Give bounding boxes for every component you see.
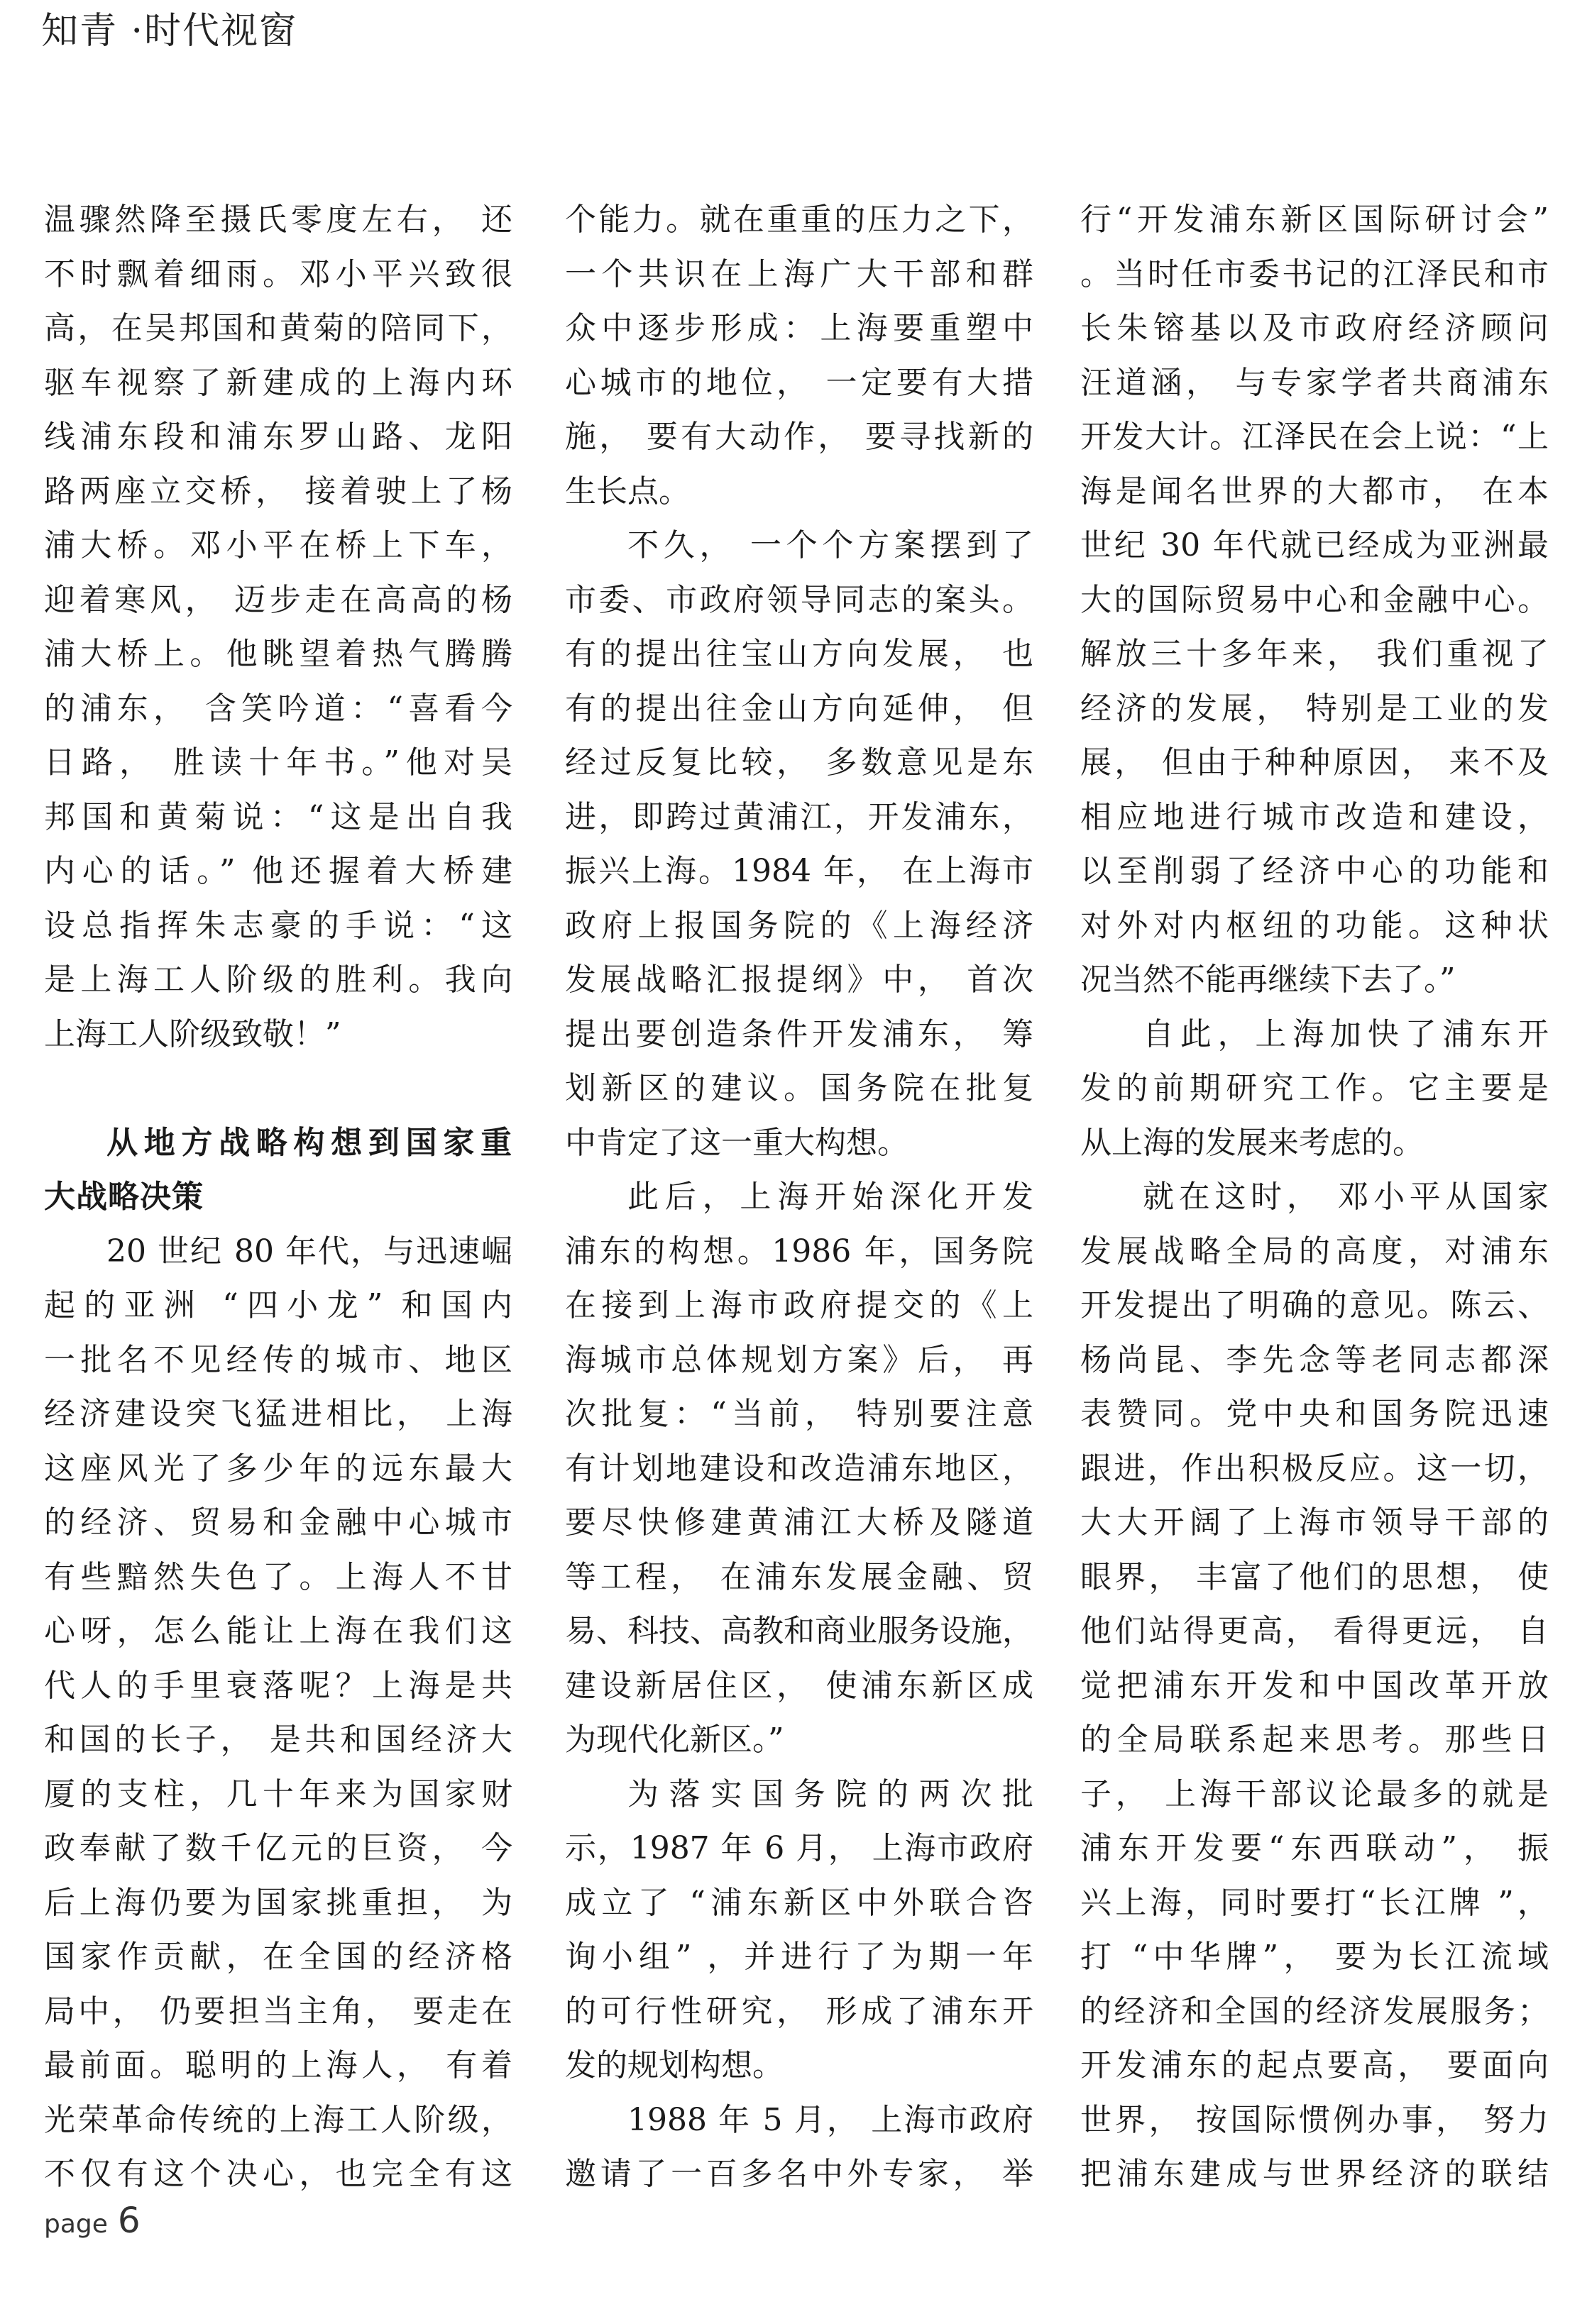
text-line: 子， 上海干部议论最多的就是	[1080, 1775, 1549, 1812]
magazine-header: 知青 ·时代视窗	[41, 10, 298, 53]
text-line: 线浦东段和浦东罗山路、龙阳	[44, 419, 512, 455]
text-line: 浦东的构想。1986 年，国务院	[565, 1233, 1033, 1270]
text-column-2	[565, 193, 1033, 2202]
text-line: 有的提出往金山方向延伸， 但	[565, 690, 1033, 727]
text-line: 此后，上海开始深化开发	[627, 1179, 1033, 1215]
text-line: 对外对内枢纽的功能。这种状	[1080, 907, 1549, 944]
text-line: 开发浦东的起点要高， 要面向	[1080, 2047, 1549, 2083]
text-line: 自此，上海加快了浦东开	[1143, 1015, 1549, 1052]
text-line: 他们站得更高， 看得更远， 自	[1080, 1613, 1549, 1649]
text-line: 易、科技、高教和商业服务设施，	[565, 1613, 1033, 1649]
text-line: 一个共识在上海广大干部和群	[565, 255, 1033, 292]
text-line: 国家作贡献，在全国的经济格	[44, 1939, 512, 1975]
text-line: 询小组” ，并进行了为期一年	[565, 1939, 1033, 1975]
text-line: 以至削弱了经济中心的功能和	[1080, 853, 1549, 889]
text-line: 的浦东， 含笑吟道：“喜看今	[44, 690, 512, 727]
text-line: 相应地进行城市改造和建设，	[1080, 798, 1549, 835]
text-line: 1988 年 5 月， 上海市政府	[627, 2101, 1033, 2138]
text-line: 发展战略全局的高度，对浦东	[1080, 1233, 1549, 1270]
text-line: 大的国际贸易中心和金融中心。	[1080, 581, 1549, 618]
paragraph-gap	[44, 1062, 512, 1116]
text-line: 行“开发浦东新区国际研讨会”	[1080, 202, 1549, 238]
text-line: 眼界， 丰富了他们的思想， 使	[1080, 1558, 1549, 1595]
text-line: 20 世纪 80 年代，与迅速崛	[106, 1233, 512, 1270]
text-line: 是上海工人阶级的胜利。我向	[44, 962, 512, 998]
text-line: 等工程， 在浦东发展金融、贸	[565, 1558, 1033, 1595]
text-line: 迎着寒风， 迈步走在高高的杨	[44, 581, 512, 618]
text-line: 市委、市政府领导同志的案头。	[565, 581, 1033, 618]
text-line: 兴上海，同时要打“长江牌 ”，	[1080, 1884, 1549, 1921]
text-line: 况当然不能再继续下去了。”	[1080, 962, 1456, 998]
text-line: 大大开阔了上海市领导干部的	[1080, 1504, 1549, 1541]
text-line: 起的亚洲 “四小龙” 和国内	[44, 1287, 512, 1323]
text-line: 生长点。	[565, 473, 690, 510]
text-line: 发展战略汇报提纲》中， 首次	[565, 962, 1033, 998]
text-line: 和国的长子， 是共和国经济大	[44, 1722, 512, 1758]
page-number: 6	[117, 2200, 141, 2241]
text-line: 为现代化新区。”	[565, 1722, 784, 1758]
text-line: 这座风光了多少年的远东最大	[44, 1450, 512, 1487]
text-line: 发的规划构想。	[565, 2047, 784, 2083]
text-line: 政奉献了数千亿元的巨资， 今	[44, 1830, 512, 1866]
text-line: 一批名不见经传的城市、地区	[44, 1341, 512, 1378]
text-line: 次批复：“当前， 特别要注意	[565, 1396, 1033, 1432]
text-line: 路两座立交桥， 接着驶上了杨	[44, 473, 512, 510]
text-line: 有计划地建设和改造浦东地区，	[565, 1450, 1033, 1487]
text-line: 经济建设突飞猛进相比， 上海	[44, 1396, 512, 1432]
text-line: 世纪 30 年代就已经成为亚洲最	[1080, 527, 1549, 563]
text-line: 海是闻名世界的大都市， 在本	[1080, 473, 1549, 510]
text-line: 浦东开发要“东西联动”， 振	[1080, 1830, 1549, 1866]
text-line: 高，在吴邦国和黄菊的陪同下，	[44, 310, 512, 346]
text-line: 提出要创造条件开发浦东， 筹	[565, 1015, 1033, 1052]
text-line: 从上海的发展来考虑的。	[1080, 1124, 1424, 1161]
text-line: 世界， 按国际惯例办事， 努力	[1080, 2101, 1549, 2138]
text-line: 。当时任市委书记的江泽民和市	[1080, 255, 1549, 292]
text-line: 厦的支柱，几十年来为国家财	[44, 1775, 512, 1812]
text-line: 汪道涵， 与专家学者共商浦东	[1080, 364, 1549, 401]
text-line: 解放三十多年来， 我们重视了	[1080, 636, 1549, 672]
text-line: 经过反复比较， 多数意见是东	[565, 744, 1033, 781]
text-line: 展， 但由于种种原因， 来不及	[1080, 744, 1549, 781]
text-line: 代人的手里衰落呢？上海是共	[44, 1667, 512, 1704]
text-line: 个能力。就在重重的压力之下，	[565, 202, 1033, 238]
text-line: 为落实国务院的两次批	[627, 1775, 1033, 1812]
text-line: 浦大桥。邓小平在桥上下车，	[44, 527, 512, 563]
text-column-3	[1080, 193, 1549, 2202]
text-line: 建设新居住区， 使浦东新区成	[565, 1667, 1033, 1704]
text-line: 长朱镕基以及市政府经济顾问	[1080, 310, 1549, 346]
text-line: 的全局联系起来思考。那些日	[1080, 1722, 1549, 1758]
text-line: 内心的话。” 他还握着大桥建	[44, 853, 512, 889]
text-line: 政府上报国务院的《上海经济	[565, 907, 1033, 944]
text-line: 就在这时， 邓小平从国家	[1143, 1179, 1549, 1215]
text-line: 施， 要有大动作， 要寻找新的	[565, 419, 1033, 455]
text-line: 不仅有这个决心，也完全有这	[44, 2156, 512, 2192]
text-line: 众中逐步形成：上海要重塑中	[565, 310, 1033, 346]
text-line: 成立了 “浦东新区中外联合咨	[565, 1884, 1033, 1921]
text-line: 邀请了一百多名中外专家， 举	[565, 2156, 1033, 2192]
text-line: 温骤然降至摄氏零度左右， 还	[44, 202, 512, 238]
text-line: 开发大计。江泽民在会上说：“上	[1080, 419, 1549, 455]
text-line: 示，1987 年 6 月， 上海市政府	[565, 1830, 1033, 1866]
text-line: 心呀，怎么能让上海在我们这	[44, 1613, 512, 1649]
section-heading: 大战略决策	[44, 1179, 204, 1215]
text-line: 在接到上海市政府提交的《上	[565, 1287, 1033, 1323]
text-line: 的可行性研究， 形成了浦东开	[565, 1993, 1033, 2030]
text-line: 不时飘着细雨。邓小平兴致很	[44, 255, 512, 292]
text-line: 经济的发展， 特别是工业的发	[1080, 690, 1549, 727]
page-footer	[44, 2200, 141, 2241]
text-line: 觉把浦东开发和中国改革开放	[1080, 1667, 1549, 1704]
text-line: 海城市总体规划方案》后， 再	[565, 1341, 1033, 1378]
page-label: page	[44, 2210, 108, 2239]
text-line: 日路， 胜读十年书。”他对吴	[44, 744, 512, 781]
text-line: 有的提出往宝山方向发展， 也	[565, 636, 1033, 672]
text-line: 上海工人阶级致敬！”	[44, 1015, 341, 1052]
text-line: 开发提出了明确的意见。陈云、	[1080, 1287, 1549, 1323]
section-heading: 从地方战略构想到国家重	[106, 1124, 512, 1161]
text-line: 不久， 一个个方案摆到了	[627, 527, 1033, 563]
text-line: 中肯定了这一重大构想。	[565, 1124, 908, 1161]
text-line: 进，即跨过黄浦江，开发浦东，	[565, 798, 1033, 835]
text-line: 有些黯然失色了。上海人不甘	[44, 1558, 512, 1595]
text-line: 把浦东建成与世界经济的联结	[1080, 2156, 1549, 2192]
text-line: 表赞同。党中央和国务院迅速	[1080, 1396, 1549, 1432]
text-line: 邦国和黄菊说：“这是出自我	[44, 798, 512, 835]
text-line: 光荣革命传统的上海工人阶级，	[44, 2101, 512, 2138]
text-line: 的经济、贸易和金融中心城市	[44, 1504, 512, 1541]
text-line: 浦大桥上。他眺望着热气腾腾	[44, 636, 512, 672]
text-line: 杨尚昆、李先念等老同志都深	[1080, 1341, 1549, 1378]
text-line: 最前面。聪明的上海人， 有着	[44, 2047, 512, 2083]
text-line: 发的前期研究工作。它主要是	[1080, 1070, 1549, 1106]
text-line: 打 “中华牌”， 要为长江流域	[1080, 1939, 1549, 1975]
text-line: 要尽快修建黄浦江大桥及隧道	[565, 1504, 1033, 1541]
text-line: 驱车视察了新建成的上海内环	[44, 364, 512, 401]
text-column-1	[44, 193, 512, 2202]
text-line: 跟进，作出积极反应。这一切，	[1080, 1450, 1549, 1487]
text-line: 划新区的建议。国务院在批复	[565, 1070, 1033, 1106]
text-line: 设总指挥朱志豪的手说：“这	[44, 907, 512, 944]
text-line: 的经济和全国的经济发展服务；	[1080, 1993, 1549, 2030]
text-line: 局中， 仍要担当主角， 要走在	[44, 1993, 512, 2030]
text-line: 心城市的地位， 一定要有大措	[565, 364, 1033, 401]
text-line: 后上海仍要为国家挑重担， 为	[44, 1884, 512, 1921]
text-line: 振兴上海。1984 年， 在上海市	[565, 853, 1033, 889]
